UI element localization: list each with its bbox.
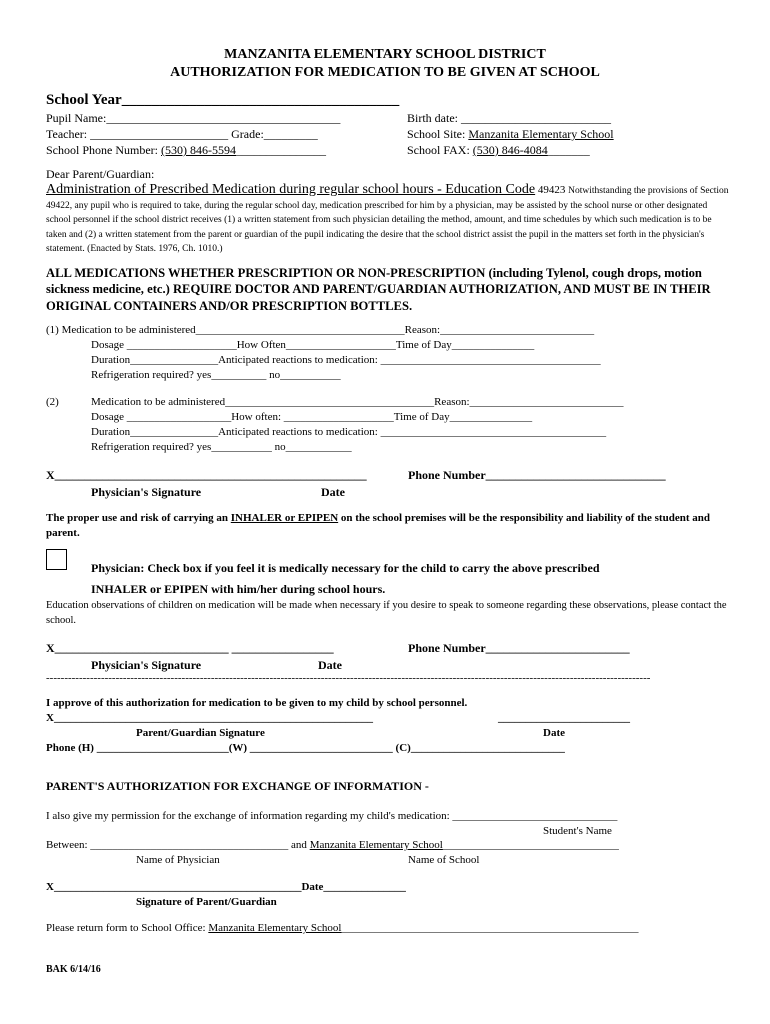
exchange-between-field[interactable] <box>46 839 619 851</box>
parent-signature-line[interactable]: X__________________________________________________________ <box>46 712 373 724</box>
return-form-instruction <box>46 922 639 934</box>
school-site-value: Manzanita Elementary School <box>468 127 614 141</box>
physician-name-blank: Between: ____________________________________ and <box>46 839 310 851</box>
school-phone-value: (530) 846-5594 <box>161 143 236 157</box>
physician-signature-line-1[interactable]: X____________________________________________________ <box>46 468 367 482</box>
physician-date-label-2: Date <box>318 658 342 672</box>
student-name-label: Student's Name <box>543 825 612 837</box>
pupil-name-field[interactable]: Pupil Name:_______________________________________ <box>46 111 341 125</box>
return-form-label: Please return form to School Office: <box>46 922 209 934</box>
school-phone-blank: _______________ <box>236 143 326 157</box>
school-fax-value: (530) 846-4084 <box>472 143 548 157</box>
physician-phone-field-1[interactable]: Phone Number______________________________ <box>408 468 666 482</box>
med1-duration-reactions[interactable]: Duration________________Anticipated reactions to medication: ________________________________________ <box>91 354 601 366</box>
all-medications-notice: ALL MEDICATIONS WHETHER PRESCRIPTION OR NON-PRESCRIPTION (including Tylenol, cough drops, motion sickness medicine, etc.) REQUIRE DOCTOR AND PARENT/GUARDIAN AUTHORIZATION, AND MUST BE IN THEIR ORIGINAL CONTAINERS AND/OR PRESCRIPTION BOTTLES. <box>46 266 711 313</box>
physician-checkbox-label: Physician: Check box if you feel it is medically necessary for the child to carry the above prescribed <box>91 561 600 575</box>
school-phone-field <box>46 143 326 158</box>
school-name-blank: ________________________________ <box>442 839 619 851</box>
parent-phone-fields[interactable]: Phone (H) ________________________(W) __________________________ (C)____________________________ <box>46 742 565 754</box>
education-observations-text: Education observations of children on medication will be made when necessary if you desire to speak to someone regarding these observations, please contact the school. <box>46 600 727 626</box>
salutation: Dear Parent/Guardian: <box>46 167 155 181</box>
med1-dosage-frequency[interactable]: Dosage ____________________How Often____________________Time of Day_______________ <box>91 339 535 351</box>
school-year-field[interactable]: School Year_____________________________________ <box>46 92 400 108</box>
birth-date-field[interactable]: Birth date: _________________________ <box>407 111 611 125</box>
med2-number: (2) <box>46 396 59 408</box>
inhaler-text-start: The proper use and risk of carrying an <box>46 512 231 524</box>
exchange-permission-field[interactable]: I also give my permission for the exchange of information regarding my child's medication: ______________________________ <box>46 810 618 822</box>
school-fax-blank: _______ <box>547 143 590 157</box>
inhaler-text-end: on the school premises will be the responsibility and liability of the student and parent. <box>46 512 710 540</box>
school-site-field <box>407 127 614 142</box>
med2-medication-reason[interactable]: Medication to be administered______________________________________Reason:____________________________ <box>91 396 624 408</box>
school-fax-field <box>407 143 590 158</box>
physician-phone-field-2[interactable]: Phone Number________________________ <box>408 641 630 655</box>
inhaler-epipen-term: INHALER or EPIPEN <box>230 512 339 524</box>
physician-signature-label-1: Physician's Signature <box>91 485 202 499</box>
med2-duration-reactions[interactable]: Duration________________Anticipated reactions to medication: _________________________________________ <box>91 426 607 438</box>
parent-signature-label: Parent/Guardian Signature <box>136 727 265 739</box>
form-title: AUTHORIZATION FOR MEDICATION TO BE GIVEN AT SCHOOL <box>170 65 600 80</box>
med2-dosage-frequency[interactable]: Dosage ___________________How often: ____________________Time of Day_______________ <box>91 411 533 423</box>
parent-approval-statement: I approve of this authorization for medication to be given to my child by school personnel. <box>46 697 468 709</box>
education-code-heading: Administration of Prescribed Medication during regular school hours - Education Code <box>46 182 536 197</box>
medically-necessary-checkbox[interactable] <box>46 549 67 570</box>
return-school-blank: ______________________________________________________ <box>341 922 639 934</box>
med1-medication-reason[interactable]: (1) Medication to be administered______________________________________Reason:____________________________ <box>46 324 595 336</box>
school-fax-label: School FAX: <box>407 143 473 157</box>
district-title: MANZANITA ELEMENTARY SCHOOL DISTRICT <box>224 47 546 62</box>
physician-name-label: Name of Physician <box>136 854 220 866</box>
exchange-info-heading: PARENT'S AUTHORIZATION FOR EXCHANGE OF INFORMATION - <box>46 779 429 793</box>
school-phone-label: School Phone Number: <box>46 143 161 157</box>
education-code-number: 49423 <box>535 184 569 196</box>
physician-checkbox-label-2: INHALER or EPIPEN with him/her during school hours. <box>91 582 386 596</box>
guardian-signature-date-line[interactable]: X_____________________________________________Date_______________ <box>46 881 406 893</box>
physician-date-label-1: Date <box>321 485 345 499</box>
med1-refrigeration[interactable]: Refrigeration required? yes__________ no___________ <box>91 369 341 381</box>
parent-date-label: Date <box>543 727 565 739</box>
education-code-paragraph <box>46 183 731 257</box>
inhaler-responsibility-text <box>46 511 736 542</box>
med2-refrigeration[interactable]: Refrigeration required? yes___________ no____________ <box>91 441 352 453</box>
form-revision-code: BAK 6/14/16 <box>46 964 101 975</box>
school-site-label: School Site: <box>407 127 469 141</box>
education-code-text: Notwithstanding the provisions of Section 49422, any pupil who is required to take, during the regular school day, medication prescribed for him by a physician, may be assisted by the school nurse or other designated school personnel if the school district receives (1) a written statement from such physician detailing the method, amount, and time schedules by which such medication is to be taken and (2) a written statement from the parent or guardian of the pupil indicating the desire that the school district assist the pupil in the matters set forth in the physician's statement. (Enacted by Stats. 1976, Ch. 1010.) <box>46 186 729 255</box>
guardian-signature-label: Signature of Parent/Guardian <box>136 896 277 908</box>
exchange-school-name: Manzanita Elementary School <box>309 839 443 851</box>
return-school-name: Manzanita Elementary School <box>208 922 342 934</box>
section-divider: --------------------------------------------------------------------------------------------------------------------------------------------------------------------- <box>46 672 651 684</box>
school-name-label: Name of School <box>408 854 480 866</box>
parent-date-line[interactable]: ________________________ <box>498 712 630 724</box>
physician-signature-label-2: Physician's Signature <box>91 658 202 672</box>
physician-signature-line-2[interactable]: X_____________________________ _________________ <box>46 641 334 655</box>
teacher-grade-field[interactable]: Teacher: _______________________ Grade:_________ <box>46 127 318 141</box>
